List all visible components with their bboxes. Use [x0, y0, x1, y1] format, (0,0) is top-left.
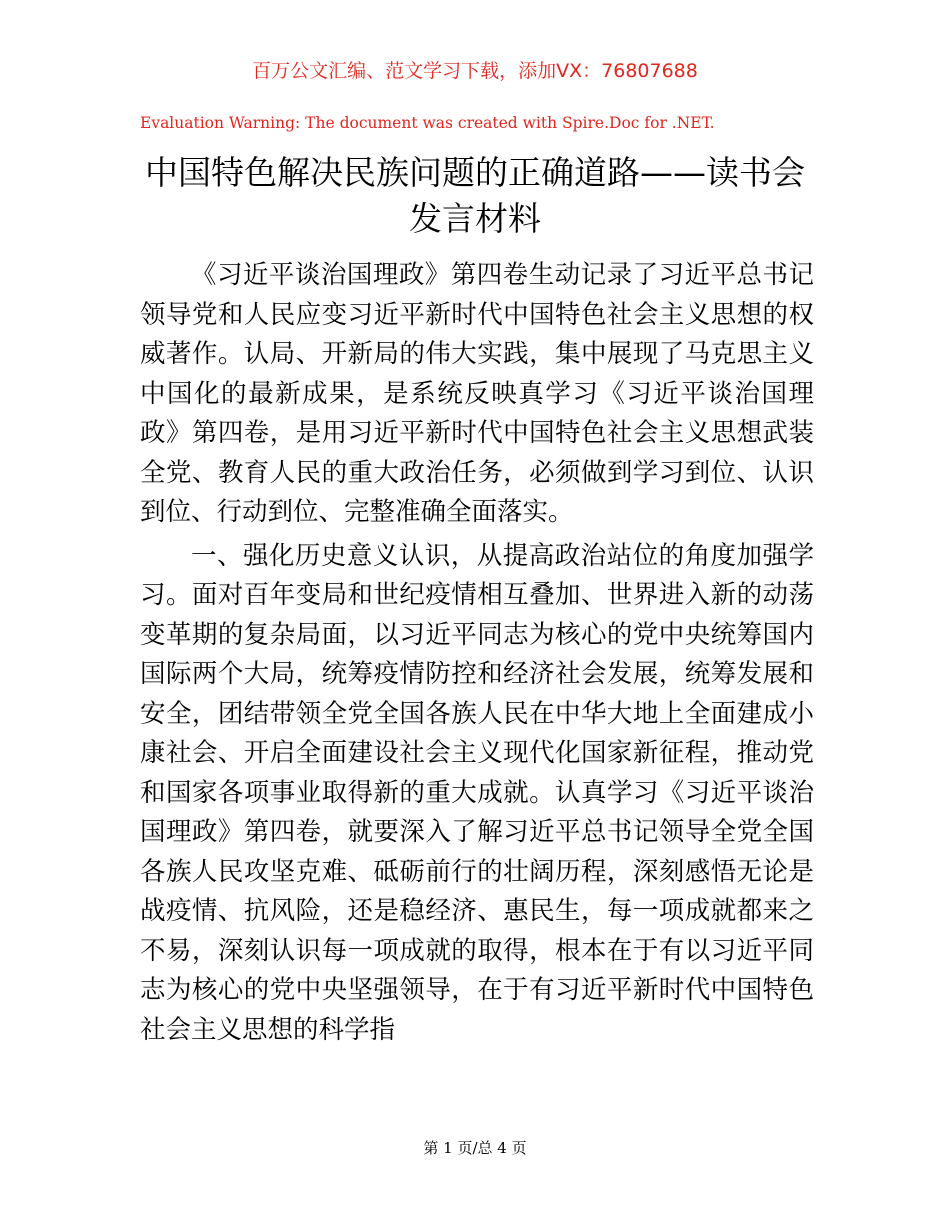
- header-banner: 百万公文汇编、范文学习下载，添加VX：76807688: [252, 60, 698, 82]
- evaluation-warning: Evaluation Warning: The document was created with Spire.Doc for .NET.: [140, 114, 715, 132]
- document-body: [140, 256, 814, 1050]
- paragraph-section-one: 一、强化历史意义认识，从提高政治站位的角度加强学习。面对百年变局和世纪疫情相互叠加、世界进入新的动荡变革期的复杂局面，以习近平同志为核心的党中央统筹国内国际两个大局，统筹疫情防控和经济社会发展，统筹发展和安全，团结带领全党全国各族人民在中华大地上全面建成小康社会、开启全面建设社会主义现代化国家新征程，推动党和国家各项事业取得新的重大成就。认真学习《习近平谈治国理政》第四卷，就要深入了解习近平总书记领导全党全国各族人民攻坚克难、砥砺前行的壮阔历程，深刻感悟无论是战疫情、抗风险，还是稳经济、惠民生，每一项成就都来之不易，深刻认识每一项成就的取得，根本在于有以习近平同志为核心的党中央坚强领导，在于有习近平新时代中国特色社会主义思想的科学指: [140, 540, 814, 1045]
- page-footer: 第 1 页/总 4 页: [423, 1139, 527, 1157]
- paragraph-intro: 《习近平谈治国理政》第四卷生动记录了习近平总书记领导党和人民应变习近平新时代中国特色社会主义思想的权威著作。认局、开新局的伟大实践，集中展现了马克思主义中国化的最新成果，是系统反映真学习《习近平谈治国理政》第四卷，是用习近平新时代中国特色社会主义思想武装全党、教育人民的重大政治任务，必须做到学习到位、认识到位、行动到位、完整准确全面落实。: [140, 260, 814, 527]
- document-title: 中国特色解决民族问题的正确道路——读书会发言材料: [145, 153, 805, 238]
